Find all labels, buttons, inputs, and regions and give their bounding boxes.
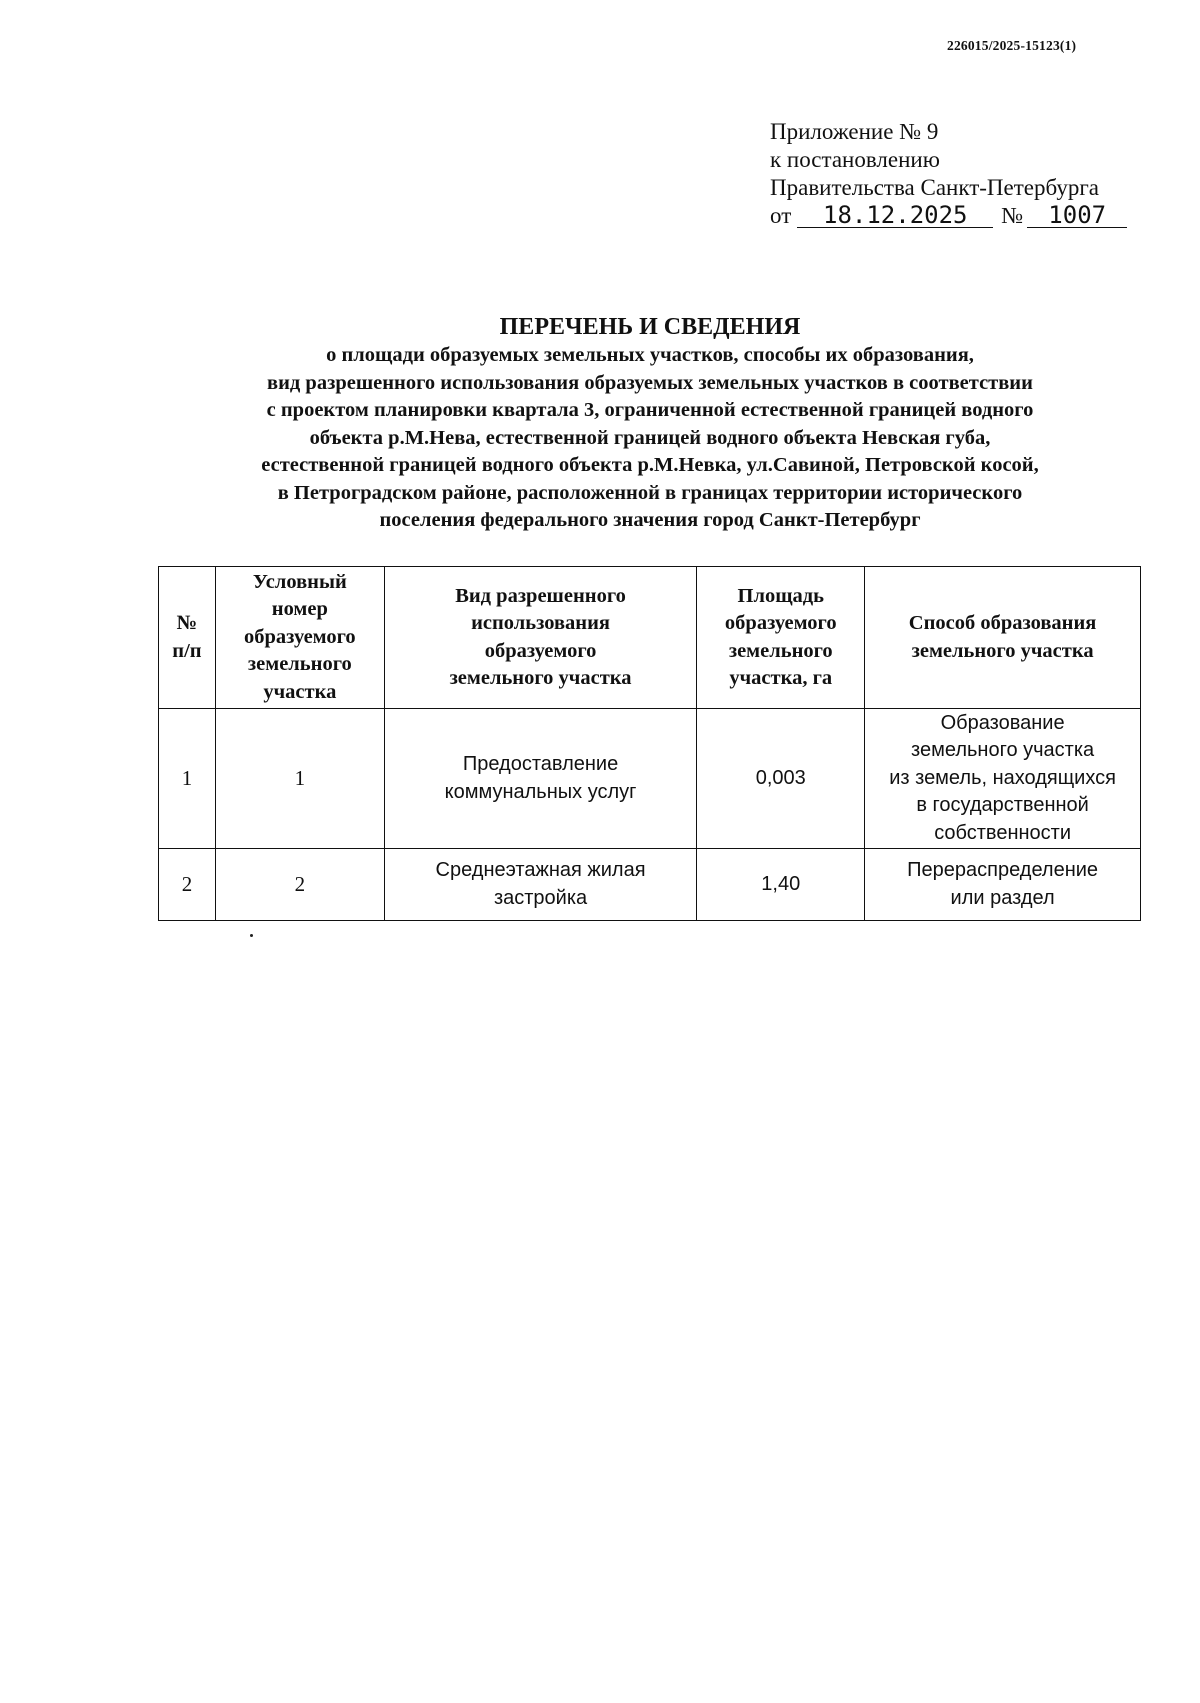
document-registration-number: 226015/2025-15123(1) <box>947 38 1077 53</box>
title-line: о площади образуемых земельных участков, способы их образования, <box>326 344 974 366</box>
scan-speck <box>250 934 253 937</box>
cell-conditional-number: 1 <box>215 709 384 849</box>
title-line: естественной границей водного объекта р.М.Невка, ул.Савиной, Петровской косой, <box>261 454 1039 476</box>
header-cell-conditional-number: Условный номер образуемого земельного участка <box>215 567 384 709</box>
cell-index: 2 <box>159 849 216 921</box>
title-main: ПЕРЕЧЕНЬ И СВЕДЕНИЯ <box>499 314 801 340</box>
header-cell-area: Площадь образуемого земельного участка, га <box>697 567 865 709</box>
cell-formation-method: Перераспределение или раздел <box>865 849 1141 921</box>
title-line: объекта р.М.Нева, естественной границей водного объекта Невская губа, <box>309 426 991 449</box>
cell-permitted-use: Предоставление коммунальных услуг <box>384 709 697 849</box>
header-cell-formation-method: Способ образования земельного участка <box>865 567 1141 709</box>
title-line: в Петроградском районе, расположенной в границах территории исторического <box>277 481 1023 504</box>
appendix-line-1: Приложение № 9 <box>770 119 939 144</box>
cell-area: 0,003 <box>697 709 865 849</box>
title-line: с проектом планировки квартала 3, ограниченной естественной границей водного <box>266 399 1034 421</box>
number-prefix: № <box>1001 203 1024 228</box>
header-cell-permitted-use: Вид разрешенного использования образуемого земельного участка <box>384 567 697 709</box>
cell-index: 1 <box>159 709 216 849</box>
cell-conditional-number: 2 <box>215 849 384 921</box>
table-row <box>159 849 1141 921</box>
document-title <box>150 312 1150 535</box>
date-prefix: от <box>770 203 792 228</box>
resolution-date: 18.12.2025 <box>797 203 993 228</box>
table-header-row <box>159 567 1141 709</box>
appendix-line-3: Правительства Санкт-Петербурга <box>770 175 1099 200</box>
title-line: вид разрешенного использования образуемых земельных участков в соответствии <box>267 371 1033 394</box>
cell-permitted-use: Среднеэтажная жилая застройка <box>384 849 697 921</box>
appendix-block <box>770 118 1127 230</box>
resolution-number: 1007 <box>1027 203 1127 228</box>
land-plots-table <box>158 566 1141 921</box>
appendix-line-2: к постановлению <box>770 147 940 172</box>
header-cell-index: № п/п <box>159 567 216 709</box>
title-line: поселения федерального значения город Санкт-Петербург <box>379 509 921 531</box>
table-row <box>159 709 1141 849</box>
cell-formation-method: Образование земельного участка из земель, находящихся в государственной собственности <box>865 709 1141 849</box>
cell-area: 1,40 <box>697 849 865 921</box>
appendix-date-line <box>770 202 1127 230</box>
